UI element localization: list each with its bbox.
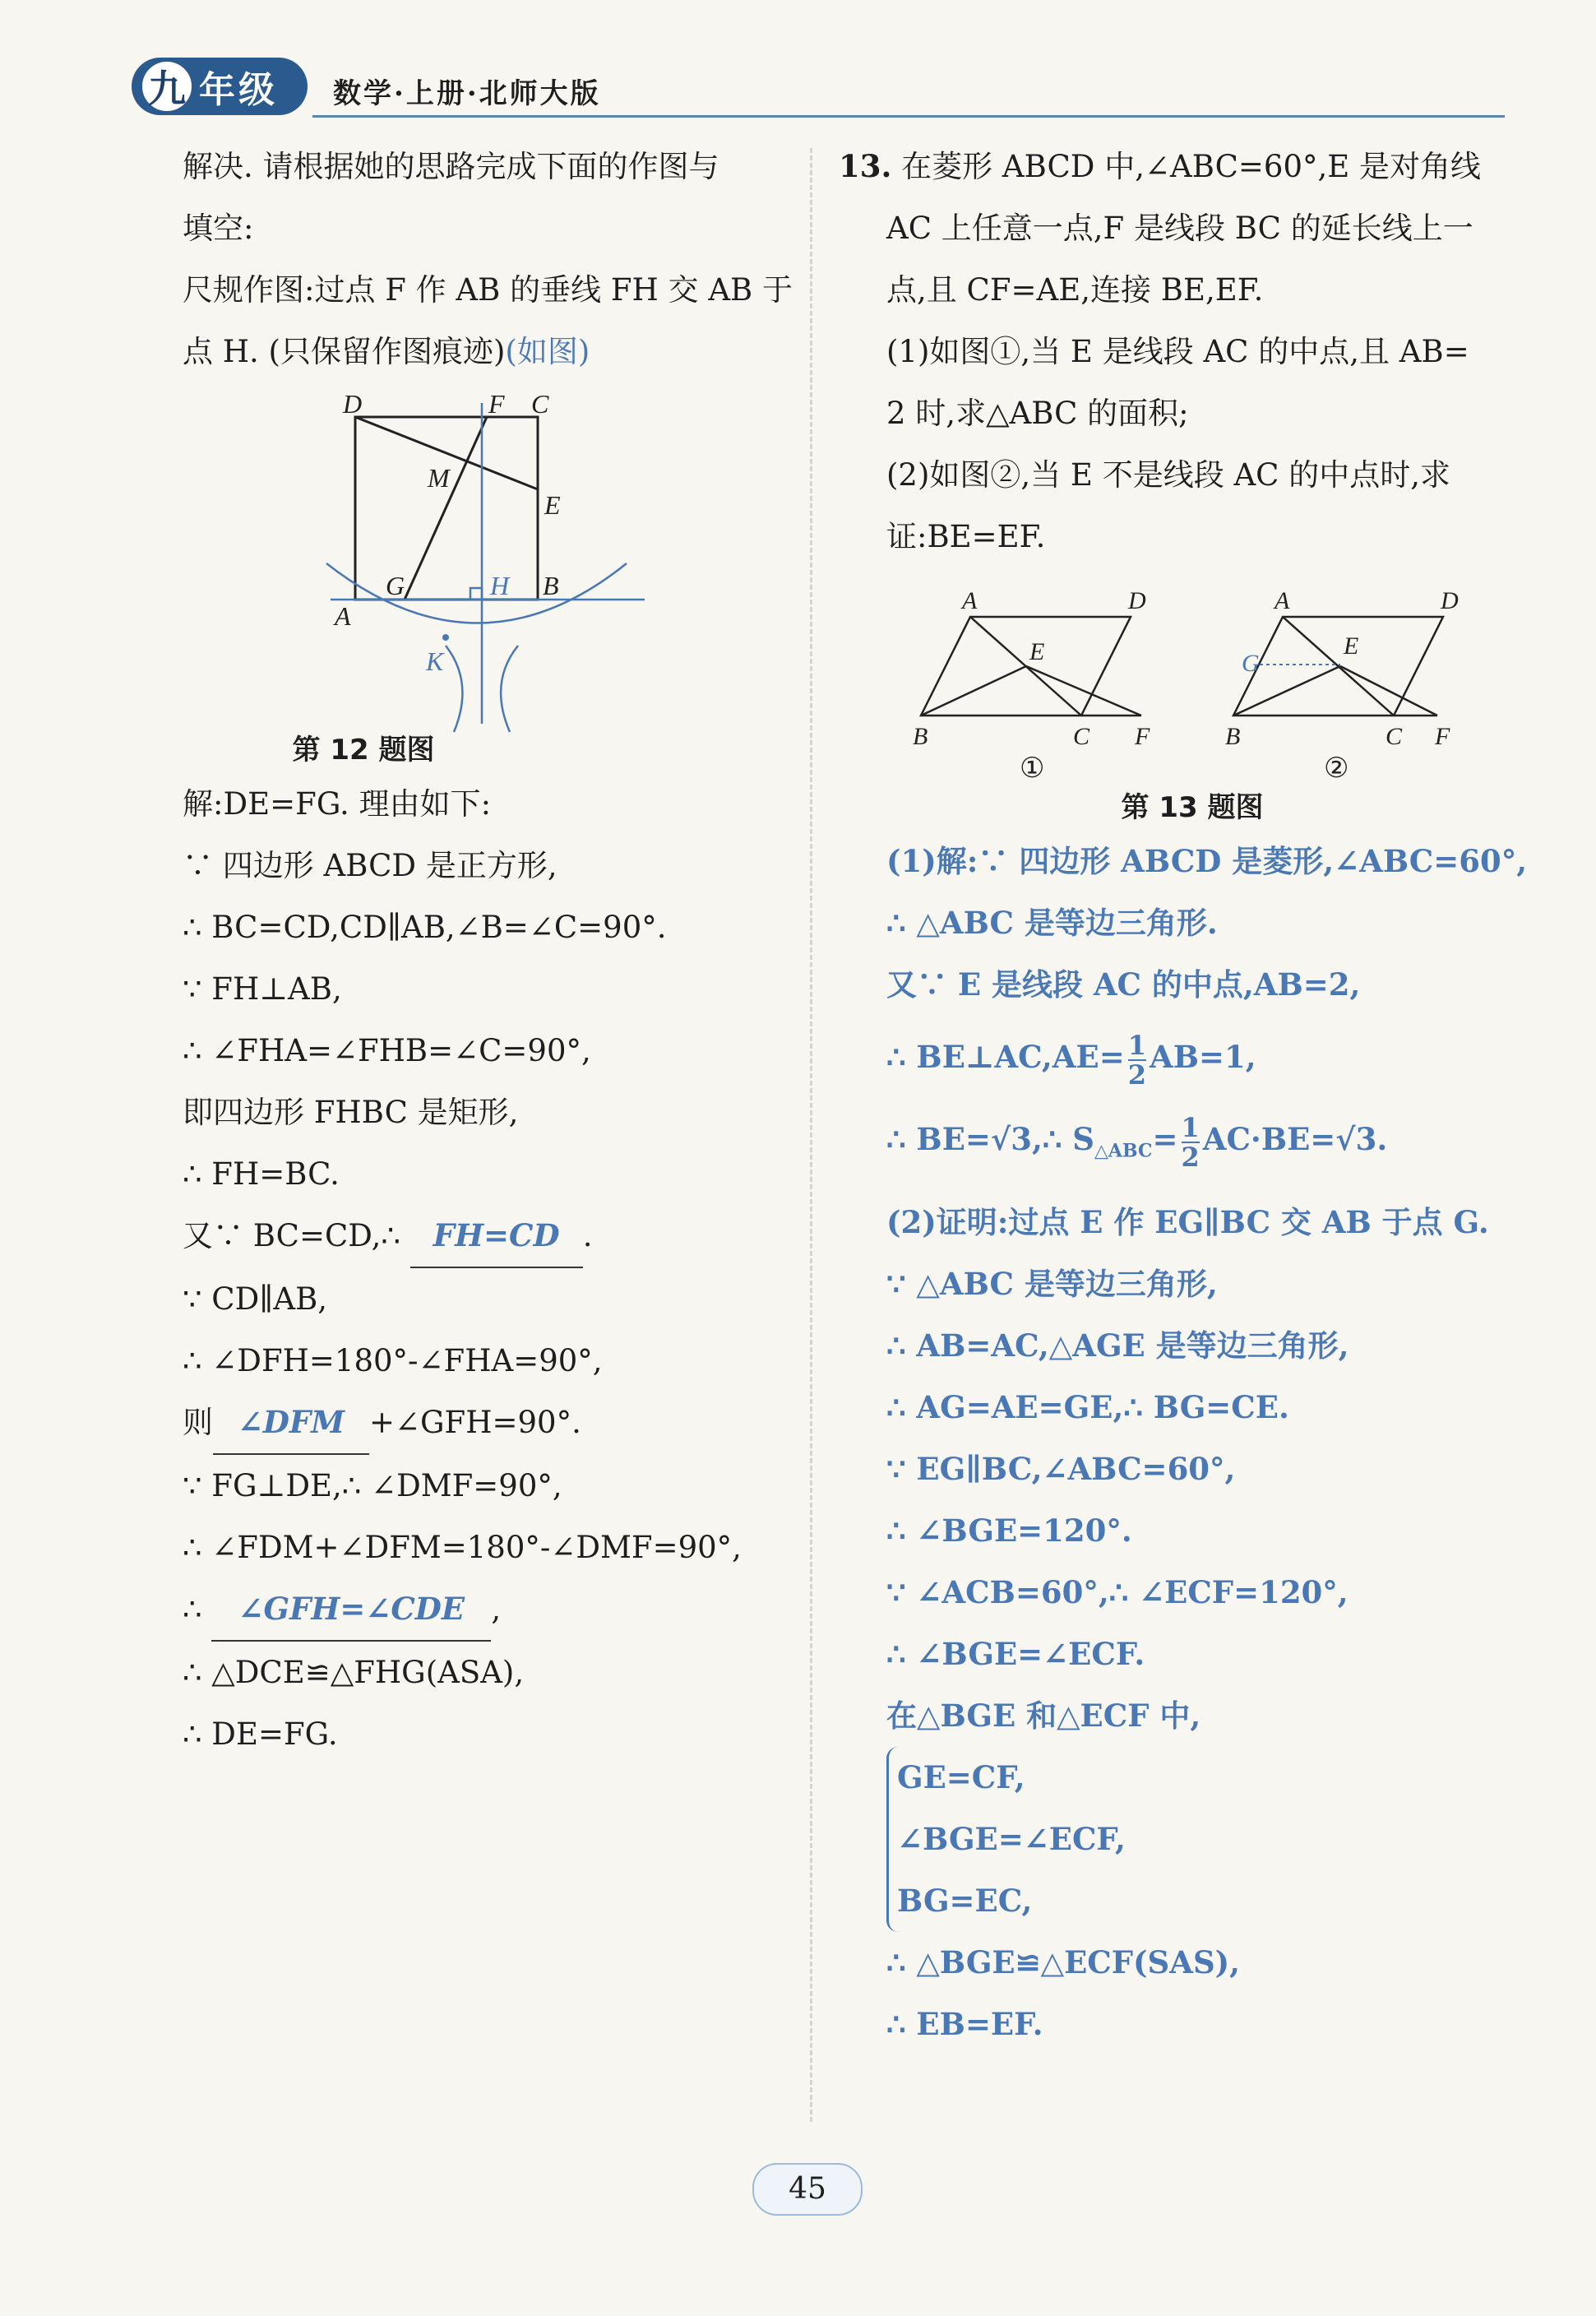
answer-line: 又∵ E 是线段 AC 的中点,AB=2, — [886, 966, 1361, 1003]
label-m: M — [428, 463, 450, 493]
answer-line — [886, 1016, 1497, 1098]
text-span: ∴ — [183, 1591, 202, 1627]
text-line: AC 上任意一点,F 是线段 BC 的延长线上一 — [886, 211, 1473, 246]
answer-line: ∴ EB=EF. — [886, 2006, 1043, 2043]
text-line: 即四边形 FHBC 是矩形, — [183, 1095, 519, 1130]
answer-line: ∵ △ABC 是等边三角形, — [886, 1266, 1218, 1303]
label-g: G — [386, 571, 405, 600]
text-span: 则 — [183, 1405, 213, 1440]
fig1-label-a: A — [962, 587, 978, 614]
fraction — [1128, 1031, 1146, 1089]
answer-line: (2)证明:过点 E 作 EG∥BC 交 AB 于点 G. — [886, 1204, 1489, 1241]
answer-line: ∴ ∠BGE=120°. — [886, 1512, 1132, 1549]
fill-blank-answer: ∠DFM — [213, 1392, 369, 1455]
seg-ef-1 — [1026, 666, 1141, 716]
denominator: 2 — [1127, 1058, 1146, 1091]
label-f: F — [488, 389, 505, 419]
text-span: AC·BE=√3. — [1202, 1121, 1388, 1157]
answer-line: ∴ ∠BGE=∠ECF. — [886, 1636, 1145, 1673]
left-column — [183, 136, 816, 1765]
text-span: +∠GFH=90°. — [369, 1405, 581, 1440]
text-span: AB=1, — [1149, 1039, 1256, 1075]
page-header — [123, 49, 1505, 132]
text-line — [183, 1578, 816, 1642]
text-span: = — [1152, 1121, 1178, 1157]
figure-number-1: ① — [1020, 752, 1045, 785]
fill-blank-answer: ∠GFH=∠CDE — [211, 1578, 491, 1642]
answer-line: BG=EC, — [897, 1883, 1033, 1920]
fig1-label-e: E — [1029, 638, 1045, 665]
label-d: D — [343, 389, 363, 419]
equation-system-brace — [886, 1747, 1126, 1932]
answer-span: (如图) — [505, 334, 590, 369]
answer-line: ∴ △ABC 是等边三角形. — [886, 905, 1218, 941]
figure-13-caption: 第 13 题图 — [1121, 791, 1264, 824]
answer-line: ∴ AG=AE=GE,∴ BG=CE. — [886, 1389, 1289, 1426]
text-line: ∴ DE=FG. — [183, 1716, 338, 1752]
figure-13 — [839, 567, 1497, 822]
fig2-label-c: C — [1386, 723, 1403, 750]
grade-char: 九 — [140, 59, 194, 113]
label-c: C — [531, 389, 549, 419]
label-k: K — [426, 646, 444, 676]
fig2-label-d: D — [1441, 587, 1459, 614]
fig2-label-g: G — [1242, 650, 1260, 677]
answer-line — [886, 1098, 1497, 1192]
text-line: ∵ 四边形 ABCD 是正方形, — [183, 848, 557, 883]
text-line: 尺规作图:过点 F 作 AB 的垂线 FH 交 AB 于 — [183, 272, 793, 308]
answer-line: 在△BGE 和△ECF 中, — [886, 1698, 1201, 1735]
fig1-label-b: B — [913, 723, 928, 750]
text-line: 解决. 请根据她的思路完成下面的作图与 — [183, 149, 719, 184]
segment-fg — [405, 417, 487, 600]
text-line: (2)如图②,当 E 不是线段 AC 的中点时,求 — [886, 457, 1451, 493]
numerator: 1 — [1127, 1029, 1146, 1061]
text-line — [839, 136, 1497, 197]
fig1-label-d: D — [1128, 587, 1146, 614]
text-span: , — [491, 1591, 502, 1627]
text-line: 证:BE=EF. — [886, 519, 1046, 554]
text-span: . — [582, 1218, 593, 1253]
text-line: ∴ △DCE≌△FHG(ASA), — [183, 1655, 525, 1690]
label-e: E — [544, 490, 561, 520]
text-span: ∴ BE⊥AC,AE= — [886, 1039, 1125, 1075]
label-b: B — [543, 571, 559, 600]
text-line: ∴ ∠FHA=∠FHB=∠C=90°, — [183, 1033, 591, 1068]
subscript: △ABC — [1094, 1140, 1153, 1162]
fill-blank-answer: FH=CD — [410, 1205, 583, 1268]
text-line: (1)如图①,当 E 是线段 AC 的中点,且 AB= — [886, 334, 1469, 369]
text-line: 解:DE=FG. 理由如下: — [183, 786, 492, 822]
answer-line: ∴ △BGE≌△ECF(SAS), — [886, 1944, 1241, 1981]
fig2-label-f: F — [1435, 723, 1450, 750]
text-span: 在菱形 ABCD 中,∠ABC=60°,E 是对角线 — [901, 149, 1482, 184]
fig2-label-e: E — [1344, 632, 1359, 660]
text-line: ∵ CD∥AB, — [183, 1281, 328, 1317]
fig2-label-b: B — [1225, 723, 1241, 750]
text-line: ∴ ∠FDM+∠DFM=180°-∠DMF=90°, — [183, 1530, 742, 1565]
answer-line: ∠BGE=∠ECF, — [897, 1821, 1126, 1858]
answer-line: (1)解:∵ 四边形 ABCD 是菱形,∠ABC=60°, — [886, 843, 1528, 879]
label-a: A — [335, 601, 351, 631]
text-line — [183, 1205, 816, 1268]
label-h: H — [490, 571, 510, 600]
text-span: ∴ BE=√3,∴ S — [886, 1121, 1094, 1157]
right-column — [839, 136, 1528, 2055]
book-title: 数学·上册·北师大版 — [333, 77, 601, 110]
text-line — [183, 1392, 816, 1455]
text-line: 填空: — [183, 211, 254, 246]
seg-ef-2 — [1340, 666, 1437, 716]
answer-line: ∴ AB=AC,△AGE 是等边三角形, — [886, 1327, 1349, 1364]
header-rule — [312, 115, 1505, 118]
figure-number-2: ② — [1324, 752, 1349, 785]
text-line: ∵ FG⊥DE,∴ ∠DMF=90°, — [183, 1468, 562, 1503]
grade-label: 年级 — [199, 69, 278, 111]
answer-line: ∵ EG∥BC,∠ABC=60°, — [886, 1451, 1236, 1488]
text-span: 又∵ BC=CD,∴ — [183, 1218, 400, 1253]
answer-line: GE=CF, — [897, 1759, 1025, 1796]
text-line: ∵ FH⊥AB, — [183, 971, 342, 1007]
text-line: ∴ BC=CD,CD∥AB,∠B=∠C=90°. — [183, 910, 667, 945]
fraction — [1181, 1111, 1200, 1173]
numerator: 1 — [1181, 1111, 1200, 1143]
figure-12-caption: 第 12 题图 — [292, 734, 435, 767]
text-span: 点 H. (只保留作图痕迹) — [183, 334, 506, 369]
question-number: 13. — [839, 148, 892, 184]
right-angle-mark — [470, 588, 482, 600]
point-k — [442, 634, 449, 641]
construction-arc — [326, 563, 627, 623]
answer-line: ∵ ∠ACB=60°,∴ ∠ECF=120°, — [886, 1574, 1349, 1611]
text-line: 点,且 CF=AE,连接 BE,EF. — [886, 272, 1264, 308]
text-line: ∴ ∠DFH=180°-∠FHA=90°, — [183, 1343, 603, 1378]
seg-be-1 — [921, 666, 1026, 716]
fig1-label-f: F — [1135, 723, 1150, 750]
grade-badge — [132, 58, 308, 115]
page-number: 45 — [752, 2163, 863, 2216]
text-line — [183, 321, 816, 382]
fig2-label-a: A — [1274, 587, 1290, 614]
figure-12-diagram — [183, 387, 816, 773]
denominator: 2 — [1181, 1141, 1200, 1173]
fig1-label-c: C — [1073, 723, 1090, 750]
text-line: 2 时,求△ABC 的面积; — [886, 396, 1189, 431]
text-line: ∴ FH=BC. — [183, 1156, 340, 1192]
figure-12 — [183, 387, 816, 773]
